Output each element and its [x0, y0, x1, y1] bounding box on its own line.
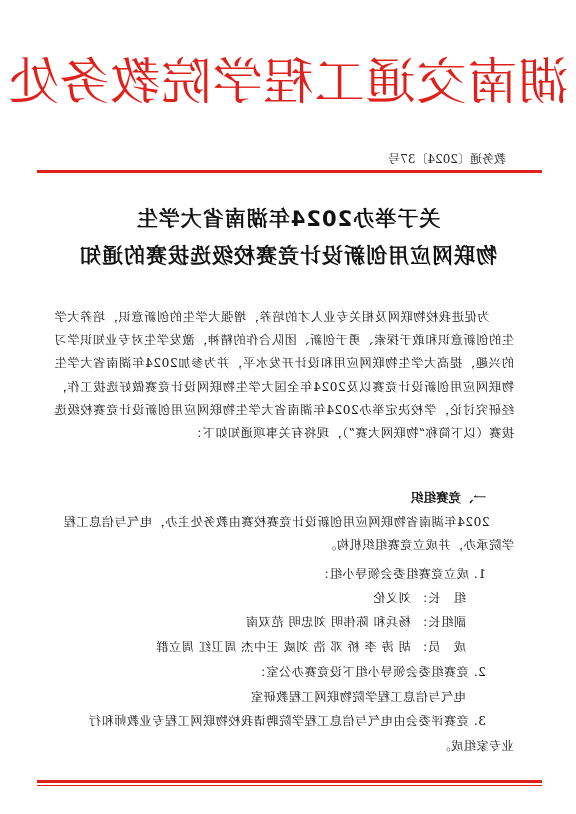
vice-leader-row	[246, 613, 467, 630]
list-item-2: 2. 竞赛组委会领导小组下设竞赛办公室：	[253, 665, 486, 679]
intro-paragraph: 为促进我校物联网及相关专业人才的培养，增强大学生的创新意识，培养大学生的创新意识和敢于探索、勇于创新、团队合作的精神，激发学生对专业知识学习的兴趣，提高大学生物联网应用和设计开发水平，并为参加2024年湖南省大学生物联网应用创新设计竞赛以及2024年全国大学生物联网设计竞赛做好选拔工作，经研究讨论，学校决定举办2024年湖南省大学生物联网应用创新设计竞赛校级选拔赛（以下简称“物联网大赛”），现将有关事项通知如下：	[54, 310, 514, 441]
office-name: 电气与信息工程学院物联网工程教研室	[250, 690, 466, 704]
document-number: 教务通〔2024〕37号	[388, 152, 506, 166]
vice-label: 副组长：	[415, 615, 466, 629]
members-names: 胡 涛 李 桥 邓 浩 刘威 王中杰 周卫红 周立群	[155, 640, 411, 654]
list-item-1: 1. 成立竞赛组委会领导小组：	[316, 567, 486, 581]
list-item-3-line2: 业专家组成。	[437, 739, 514, 753]
section-paragraph: 2024年湖南省物联网应用创新设计竞赛校赛由教务处主办，电气与信息工程学院承办，并成立竞赛组织机构。	[63, 515, 514, 553]
leader-label: 组 长：	[415, 591, 466, 605]
red-rule-bottom-thin	[37, 785, 542, 786]
list-item-3-line1: 3. 竞赛评委会由电气与信息工程学院聘请我校物联网工程专业教师和行	[88, 714, 486, 728]
red-rule-top	[37, 170, 542, 173]
leader-name: 刘义伦	[372, 591, 411, 605]
notice-title-line1: 关于举办2024年湖南省大学生	[135, 207, 441, 231]
letterhead-title: 湖南交通工程学院教务处	[7, 53, 569, 111]
members-label: 成 员：	[415, 640, 466, 654]
vice-names: 杨兵和 陈伟明 刘忠明 范双南	[245, 615, 411, 629]
leader-row	[373, 589, 466, 606]
notice-title-line2: 物联网应用创新设计竞赛校级选拔赛的通知	[79, 244, 497, 268]
members-row	[156, 638, 466, 655]
red-rule-bottom	[37, 780, 542, 783]
section-heading: 一、竞赛组织	[410, 490, 486, 505]
